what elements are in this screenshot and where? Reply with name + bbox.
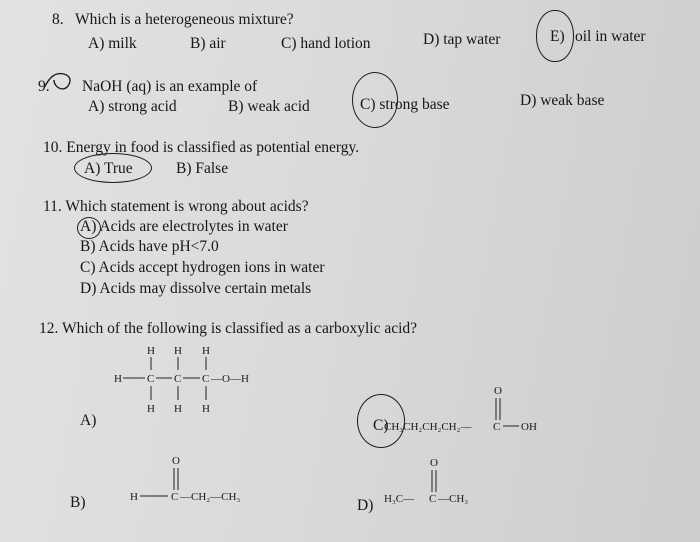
a-h-bot-2: H — [174, 403, 182, 415]
structure-d — [384, 454, 524, 514]
d-ch3: —CH₃ — [438, 493, 469, 505]
d-o: O — [430, 457, 438, 469]
a-h-top-3: H — [202, 345, 210, 357]
q11-option-c[interactable]: C) Acids accept hydrogen ions in water — [80, 259, 325, 276]
structure-a — [110, 340, 300, 440]
q8-option-e-letter[interactable]: E) — [550, 28, 565, 45]
structure-b — [128, 452, 308, 512]
q8-option-b[interactable]: B) air — [190, 35, 226, 52]
q8-stem: Which is a heterogeneous mixture? — [75, 11, 294, 28]
b-c: C — [171, 491, 179, 503]
a-c-3: C — [202, 373, 210, 385]
a-c-1: C — [147, 373, 155, 385]
q9-answer-circle — [352, 72, 398, 128]
q12-stem: 12. Which of the following is classified as a carboxylic acid? — [39, 320, 418, 337]
q12-option-d-label[interactable]: D) — [357, 497, 374, 514]
q10-option-b[interactable]: B) False — [176, 160, 229, 177]
a-h-top-1: H — [147, 345, 155, 357]
c-chain: CH₃CH₂CH₂CH₂— — [384, 421, 472, 433]
q9-number: 9. — [38, 78, 50, 95]
a-h-top-2: H — [174, 345, 182, 357]
q12-option-b-label[interactable]: B) — [70, 494, 86, 511]
q10-stem: 10. Energy in food is classified as potential energy. — [43, 139, 360, 156]
a-h-left: H — [114, 373, 122, 385]
b-h: H — [130, 491, 138, 503]
q8-option-a[interactable]: A) milk — [88, 35, 137, 52]
q9-option-d[interactable]: D) weak base — [520, 92, 605, 109]
q9-stem: NaOH (aq) is an example of — [82, 78, 258, 95]
q10-answer-circle — [74, 153, 152, 183]
c-oh: OH — [521, 421, 537, 433]
q12-option-c-label[interactable]: C) — [373, 417, 389, 434]
q8-option-d[interactable]: D) tap water — [423, 31, 501, 48]
q8-option-e-text[interactable]: oil in water — [575, 28, 646, 45]
a-h-bot-3: H — [202, 403, 210, 415]
q9-option-c[interactable]: C) strong base — [360, 96, 450, 113]
q8-answer-circle — [536, 10, 574, 62]
b-chain: —CH₂—CH₃ — [180, 491, 241, 503]
d-c: C — [429, 493, 437, 505]
q9-option-a[interactable]: A) strong acid — [88, 98, 177, 115]
q8-option-c[interactable]: C) hand lotion — [281, 35, 371, 52]
q11-stem: 11. Which statement is wrong about acids? — [43, 198, 309, 215]
a-c-2: C — [174, 373, 182, 385]
a-h-bot-1: H — [147, 403, 155, 415]
q9-check-mark — [42, 66, 82, 96]
q11-option-a[interactable]: A) Acids are electrolytes in water — [80, 218, 288, 235]
a-oh-chain: —O—H — [211, 373, 249, 385]
b-o: O — [172, 455, 180, 467]
q11-option-b[interactable]: B) Acids have pH<7.0 — [80, 238, 219, 255]
q8-number: 8. — [52, 11, 64, 28]
d-left: H₃C— — [384, 493, 415, 505]
c-o: O — [494, 385, 502, 397]
q12-option-a-label[interactable]: A) — [80, 412, 97, 429]
q11-answer-circle — [77, 217, 101, 239]
q11-option-d[interactable]: D) Acids may dissolve certain metals — [80, 280, 312, 297]
c-c: C — [493, 421, 501, 433]
q10-option-a[interactable]: A) True — [84, 160, 133, 177]
q9-option-b[interactable]: B) weak acid — [228, 98, 310, 115]
structure-c — [384, 382, 584, 442]
